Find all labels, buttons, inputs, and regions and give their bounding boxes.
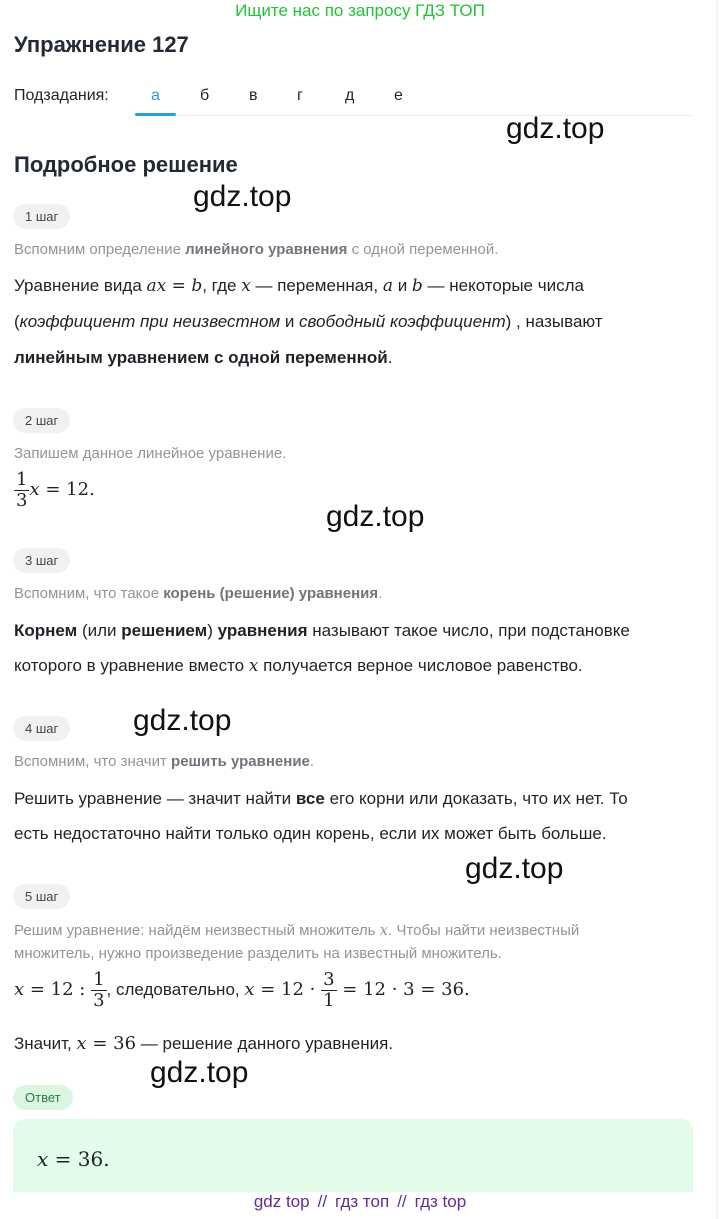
section-title: Подробное решение — [14, 152, 238, 177]
step-5-conclusion: Значит, x = 36 — решение данного уравнения. — [14, 1033, 394, 1054]
step-3-text-line-1: Корнем (или решением) уравнения называют такое число, при подстановке — [14, 621, 630, 640]
step-4-text-line-2: есть недостаточно найти только один корень, если их может быть больше. — [14, 824, 607, 843]
step-2-equation: $\frac{1}{3}$ x = 12. — [16, 469, 95, 511]
answer-value: x = 36. — [37, 1147, 110, 1171]
tab-a[interactable]: а — [151, 87, 160, 104]
step-3-hint: Вспомним, что такое корень (решение) уравнения. — [14, 585, 383, 602]
answer-box — [13, 1119, 693, 1192]
step-3-text-line-2: которого в уравнение вместо x получается верное числовое равенство. — [14, 656, 583, 676]
fraction-three-over-one: $\frac{3}{1}$ — [323, 969, 335, 1011]
watermark: gdz.top — [133, 704, 232, 737]
step-4-hint: Вспомним, что значит решить уравнение. — [14, 753, 315, 770]
footer-separator: // — [317, 1192, 328, 1211]
step-4-text-line-1: Решить уравнение — значит найти все его корни или доказать, что их нет. То — [14, 789, 628, 808]
tab-d[interactable]: д — [345, 87, 355, 104]
tab-b[interactable]: б — [200, 87, 210, 104]
step-5-hint-line-1: Решим уравнение: найдём неизвестный множитель x. Чтобы найти неизвестный — [14, 921, 580, 939]
watermark: gdz.top — [193, 180, 292, 213]
step-1-text-line-2: (коэффициент при неизвестном и свободный коэффициент) , называют — [14, 312, 603, 331]
page-title: Упражнение 127 — [14, 32, 189, 57]
active-tab-indicator — [135, 113, 176, 116]
step-3-pill: 3 шаг — [13, 548, 70, 573]
step-4-pill: 4 шаг — [13, 716, 70, 741]
top-banner[interactable]: Ищите нас по запросу ГДЗ ТОП — [235, 1, 485, 20]
tab-v[interactable]: в — [249, 87, 258, 104]
step-5-hint-line-2: множитель, нужно произведение разделить на известный множитель. — [14, 945, 502, 962]
step-5-equation: x = 12 : $\frac{1}{3}$ , следовательно, x = 12 · $\frac{3}{1}$ = 12 · 3 = 36. — [14, 969, 470, 1011]
subtasks-label: Подзадания: — [14, 87, 109, 104]
step-1-text-line-3: линейным уравнением с одной переменной. — [14, 348, 393, 367]
footer-link-gdz-top[interactable]: gdz top — [253, 1192, 310, 1211]
footer-link-gdz-top-mixed[interactable]: гдз top — [414, 1192, 467, 1211]
tab-g[interactable]: г — [297, 87, 303, 104]
tab-e[interactable]: е — [394, 87, 403, 104]
answer-pill: Ответ — [13, 1085, 73, 1110]
fraction-one-third: $\frac{1}{3}$ — [16, 469, 28, 511]
fraction-one-third: $\frac{1}{3}$ — [93, 969, 105, 1011]
watermark: gdz.top — [150, 1056, 249, 1089]
step-5-pill: 5 шаг — [13, 884, 70, 909]
footer-separator: // — [397, 1192, 407, 1211]
step-2-pill: 2 шаг — [13, 408, 70, 433]
step-1-pill: 1 шаг — [13, 204, 70, 229]
footer-links — [0, 1192, 720, 1212]
step-1-text-line-1: Уравнение вида ax = b, где x — переменная, a и b — некоторые числа — [14, 276, 584, 296]
watermark: gdz.top — [506, 112, 605, 145]
watermark: gdz.top — [465, 852, 564, 885]
tabs-divider — [135, 115, 692, 116]
step-2-hint: Запишем данное линейное уравнение. — [14, 445, 287, 462]
footer-link-gdz-top-ru[interactable]: гдз топ — [335, 1192, 390, 1211]
step-1-hint: Вспомним определение линейного уравнения с одной переменной. — [14, 241, 499, 258]
page-right-border — [716, 0, 718, 1219]
watermark: gdz.top — [326, 500, 425, 533]
